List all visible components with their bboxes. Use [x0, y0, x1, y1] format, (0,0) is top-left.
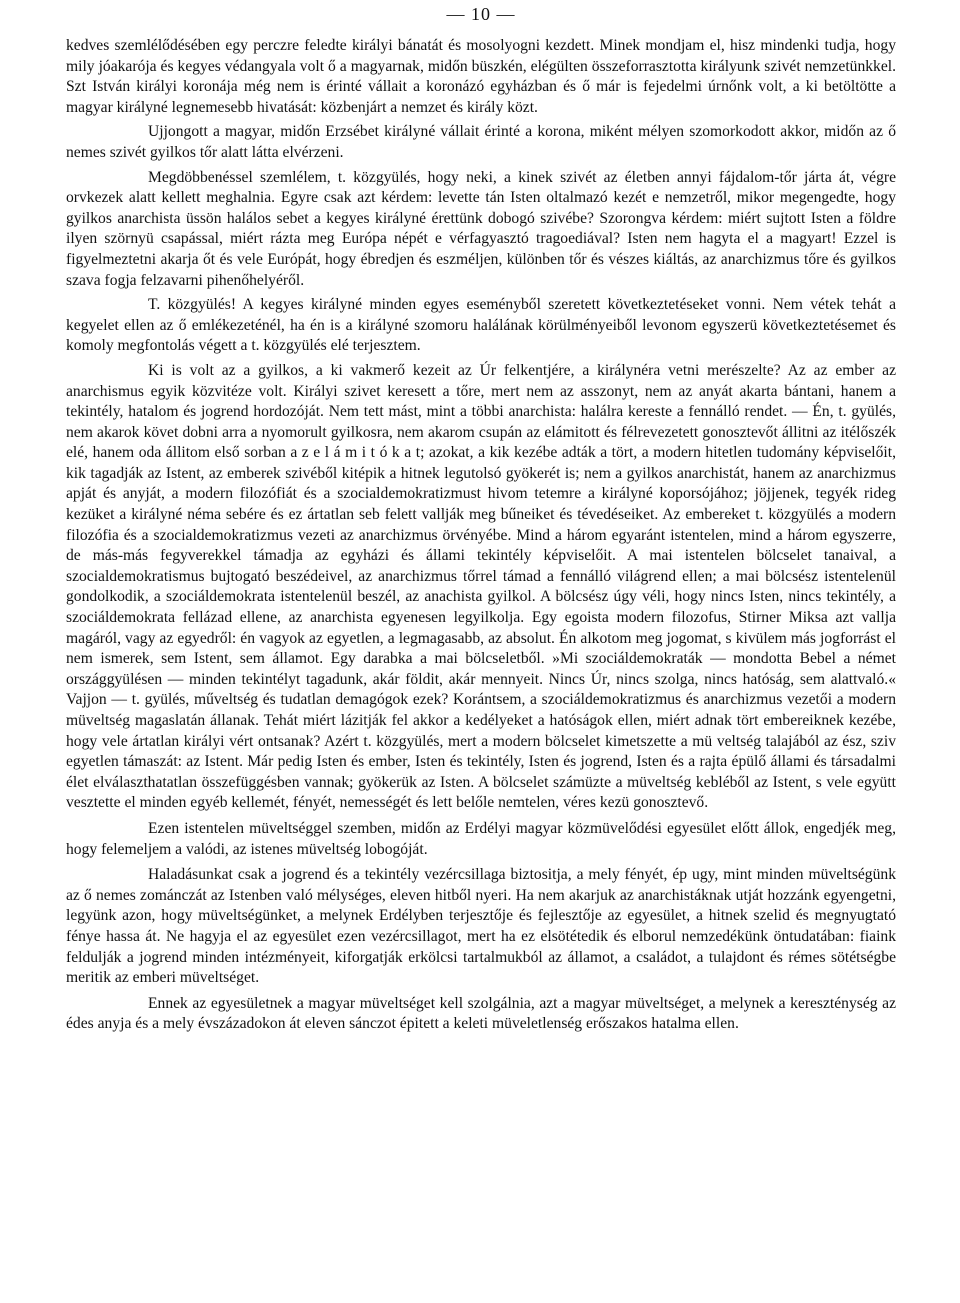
page-number: — 10 —: [446, 4, 516, 24]
paragraph: Ujjongott a magyar, midőn Erzsébet királyné vállait érinté a korona, miként mélyen szomorkodott akkor, midőn az ő nemes szivét gyilkos tőr alatt látta elvérzeni.: [66, 123, 896, 161]
body-text: [66, 36, 896, 1039]
paragraph: kedves szemlélődésében egy perczre feledte királyi bánatát és mosolyogni kezdett. Minek mondjam el, hisz mindenki tudja, hogy mily jóakarója és kegyes védangyala volt ő a magyarnak, midőn büszkén, elégülten összeforrasztotta királyunk szivét nemzetünkkel. Szt István királyi koronája még nem is érinté vállait a koronázó egyházban és ő már is fejedelmi úrnőnk volt, a ki betöltötte a magyar királyné legnemesebb hivatását: közbenjárt a nemzet és király közt.: [66, 37, 896, 116]
paragraph: Ennek az egyesületnek a magyar müveltséget kell szolgálnia, azt a magyar müveltséget, a melynek a kereszténység az édes anyja és a mely évszázadokon át eleven sánczot épitett a keleti müveletlenség erőszakos hatalma ellen.: [66, 994, 896, 1033]
paragraph: Haladásunkat csak a jogrend és a tekintély vezércsillaga biztositja, a mely fényét, ép ugy, mint minden müveltségünk az ő nemes zománczát az Istenben való mélységes, eleven hitből nyeri. Ha nem akarjuk az anarchistáknak utját hozzánk egyengetni, legyünk azon, hogy müveltségünket, a melynek Erdélyben terjesztője és fejlesztője az egyesület, a hitnek szelid és megnyugtató fénye hassa át. Ne hagyja el az egyesület ezen vezércsillagot, mert ha ez elsötétedik és elborul nemzedékünk öntudatában: fiaink feldulják a jogrend minden intézményeit, kiforgatják erkölcsi tartalmukból az államot, a családot, a tulajdont és rémes sötétségbe meritik az emberi müveltséget.: [66, 866, 896, 987]
paragraph: Megdöbbenéssel szemlélem, t. közgyülés, hogy neki, a kinek szivét az életben annyi fájdalom-tőr járta át, végre orvkezek alatt kellett meghalnia. Egyre csak azt kérdem: levette tán Isten oltalmazó kezét e nemzetről, mikor megengedte, hogy gyilkos anarchista üssön halálos sebet a kegyes királyné érettünk dobogó szivébe? Szorongva kérdem: miért sujtott Isten a földre ilyen szörnyü csapással, miért rázta meg Európa népét e vérfagyasztó tragoediával? Isten nem hagyta el a magyart! Ezzel is figyelmeztetni akarja őt és vele Európát, hogy ébredjen és eszméljen, különben tőr és vészes kiáltás, az anarchizmus tőre és gyilkos szava fogja felzavarni pihenőhelyéről.: [66, 168, 896, 289]
paragraph: Ezen istentelen müveltséggel szemben, midőn az Erdélyi magyar közmüvelődési egyesület előtt állok, engedjék meg, hogy felemeljem a valódi, az istenes müveltség lobogóját.: [66, 819, 896, 858]
paragraph: Ki is volt az a gyilkos, a ki vakmerő kezeit az Úr felkentjére, a királynéra vetni merészelte? Az az ember az anarchismus egyik közvitéze volt. Királyi szivet keresett a tőre, mert nem az asszonyt, nem az anyát akarta bántani, hanem a tekintély, hatalom és jogrend hordozóját. Nem tett mást, mint a többi anarchista: halálra kereste a fennálló rendet. — Én, t. gyülés, nem akarok követ dobni arra a nyomorult gyilkosra, nem akarom csupán az elámitott és félrevezetett gonosztevőt állitni az itélőszék elé, hanem oda állitom első sorban a z e l á m i t ó k a t; azokat, a kik kezébe adták a tört, a modern hitetlen tudomány képviselőit, kik tagadják az Istent, az emberek szivéből kitépik a hitnek legutolsó gyökerét is; nem a gyilkos anarchistát, hanem az anarchizmus apját és anyját, a modern filozófiát és a szocialdemokratizmust hivom tetemre a királyné koporsójához; jöjjenek, tegyék rideg kezüket a királyné néma sebére és ez ártatlan seb felett vallják meg bűneiket és tévedéseiket. Az embereket t. közgyülés a modern filozófia és a szocialdemokratizmus vezeti az anarchizmus örvényébe. Mind a három egyaránt istentelen, mind a három egyszerre, de más-más fegyverekkel támadja az egyházi és állami tekintély képviselőit. A mai istentelen bölcselet tanaival, a szocialdemokratismus bujtogató beszédeivel, az anarchizmus tőrrel támad a fennálló világrend ellen; a mai bölcsész istentelenül gondolkodik, a szociáldemokrata istentelenül beszél, az anachista gyilkol. A bölcsész úgy véli, hogy nincs Isten, nincs tekintély, a szociáldemokrata fellázad ellene, az anarchista egyenesen legyilkolja. Egy egoista modern filozofus, Stirner Miksa azt vallja magáról, vagy az egyedről: én vagyok az egyetlen, a legmagasabb, az absolut. Én alkotom meg jogomat, s kivülem más jogforrást el nem ismerek, sem Istent, sem államot. Egy darabka a mai bölcseletből. »Mi szociáldemokraták — mondotta Bebel a német országgyülésen — minden tekintélyt tagadunk, akár földit, akár mennyeit. Nincs Úr, nincs szolga, nincs hatóság, sem alattvaló.« Vajjon — t. gyülés, műveltség és tudatlan demagógok ezek? Korántsem, a szociáldemokratizmus és anarchizmus vezetői a modern müveltség magaslatán állanak. Tehát miért lázitják fel akkor a kedélyeket a hatóságok ellen, miért adnak tört embereiknek kezébe, hogy vele ártatlan királyi vért ontsanak? Azért t. közgyülés, mert a modern bölcselet kimetszette a mü veltség talajából az ész, sziv egyetlen támaszát: az Istent. Már pedig Isten és ember, Isten és tekintély, Isten és jogrend, Isten és a rajta épülő állami és társadalmi élet elválaszthatatlan összefüggésben vannak; gyökerük az Isten. A bölcselet számüzte a müveltség kebléből az Istent, s vele együtt vesztette el minden egyéb kellemét, fényét, nemességét és lett belőle nemtelen, véres kezü gonosztevő.: [66, 361, 896, 812]
paragraph: T. közgyülés! A kegyes királyné minden egyes eseményből szeretett következtetéseket vonni. Nem vétek tehát a kegyelet ellen az ő emlékezeténél, ha én is a királyné szomoru halálának körülményeiből levonom egyszerü következtetésemet és komoly megfontolás végett a t. közgyülés elé terjesztem.: [66, 296, 896, 355]
document-page: [66, 0, 896, 1303]
